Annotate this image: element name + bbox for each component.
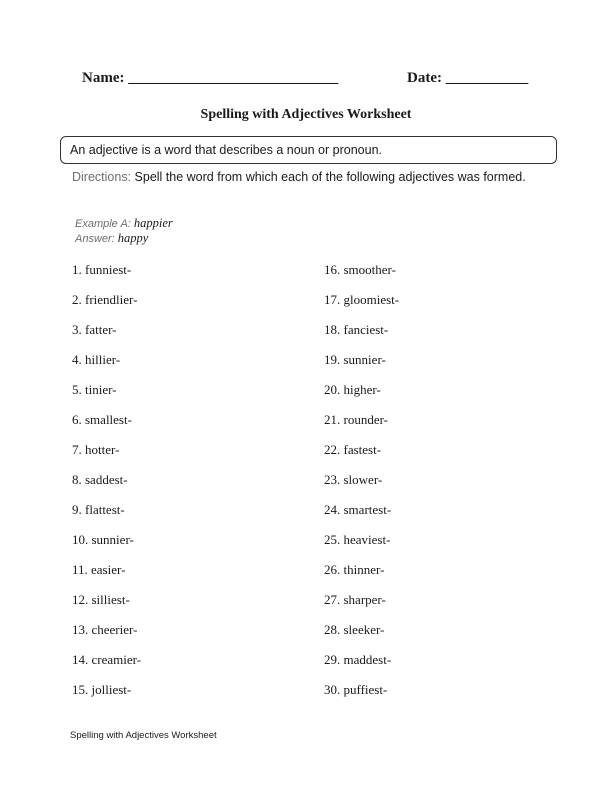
directions-label: Directions: xyxy=(72,170,132,184)
date-line: Date: ___________ xyxy=(407,70,529,86)
directions xyxy=(72,169,552,185)
list-item: 5. tinier- xyxy=(72,382,117,397)
list-item: 7. hotter- xyxy=(72,442,120,457)
example-line xyxy=(75,216,173,231)
name-line: Name: ____________________________ xyxy=(82,70,339,86)
list-item: 10. sunnier- xyxy=(72,532,134,547)
list-item: 4. hillier- xyxy=(72,352,121,367)
list-item: 2. friendlier- xyxy=(72,292,138,307)
list-item: 27. sharper- xyxy=(324,592,386,607)
list-item: 8. saddest- xyxy=(72,472,128,487)
list-item: 11. easier- xyxy=(72,562,126,577)
list-item: 26. thinner- xyxy=(324,562,385,577)
list-item: 20. higher- xyxy=(324,382,381,397)
list-item: 21. rounder- xyxy=(324,412,388,427)
list-item: 17. gloomiest- xyxy=(324,292,400,307)
example-word: happier xyxy=(133,216,173,230)
list-item: 19. sunnier- xyxy=(324,352,386,367)
directions-text: Spell the word from which each of the following adjectives was formed. xyxy=(134,170,526,184)
items-column-left xyxy=(72,262,141,712)
list-item: 24. smartest- xyxy=(324,502,392,517)
example-label: Example A: xyxy=(75,218,131,230)
list-item: 23. slower- xyxy=(324,472,383,487)
list-item: 1. funniest- xyxy=(72,262,132,277)
list-item: 3. fatter- xyxy=(72,322,117,337)
list-item: 29. maddest- xyxy=(324,652,392,667)
answer-word: happy xyxy=(117,231,149,245)
list-item: 12. silliest- xyxy=(72,592,130,607)
list-item: 30. puffiest- xyxy=(324,682,388,697)
list-item: 6. smallest- xyxy=(72,412,132,427)
list-item: 14. creamier- xyxy=(72,652,142,667)
list-item: 25. heaviest- xyxy=(324,532,391,547)
list-item: 18. fanciest- xyxy=(324,322,389,337)
page-footer: Spelling with Adjectives Worksheet xyxy=(70,730,217,741)
list-item: 22. fastest- xyxy=(324,442,382,457)
answer-label: Answer: xyxy=(75,233,115,245)
list-item: 13. cheerier- xyxy=(72,622,138,637)
list-item: 28. sleeker- xyxy=(324,622,385,637)
definition-box xyxy=(60,136,557,164)
list-item: 9. flattest- xyxy=(72,502,125,517)
items-column-right xyxy=(324,262,399,712)
list-item: 15. jolliest- xyxy=(72,682,132,697)
worksheet-title: Spelling with Adjectives Worksheet xyxy=(200,107,412,122)
answer-line xyxy=(75,231,148,246)
definition-text: An adjective is a word that describes a noun or pronoun. xyxy=(70,143,382,157)
list-item: 16. smoother- xyxy=(324,262,396,277)
